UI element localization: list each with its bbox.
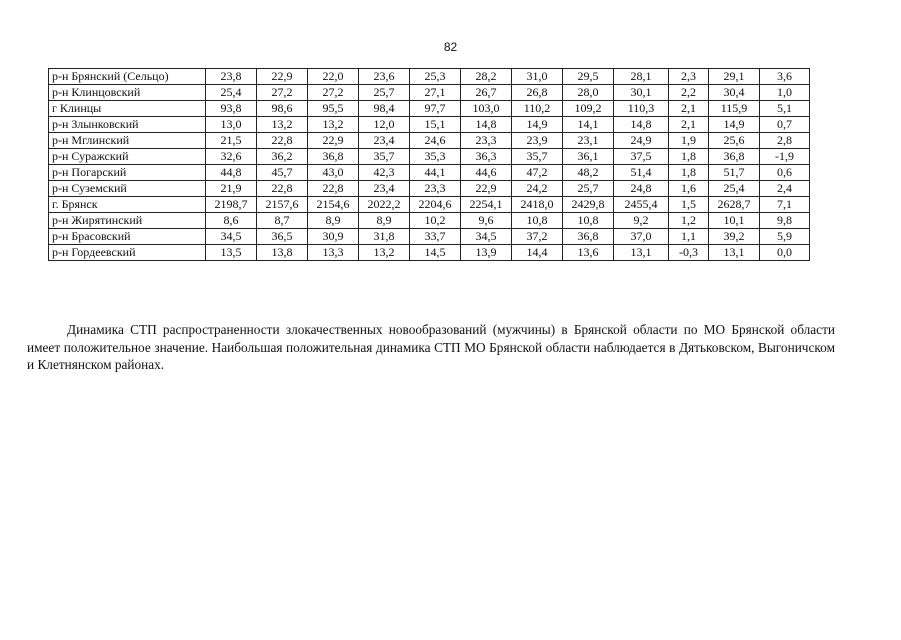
- value-cell: 13,1: [614, 245, 669, 261]
- value-cell: 24,2: [512, 181, 563, 197]
- value-cell: 1,9: [669, 133, 709, 149]
- value-cell: 25,4: [709, 181, 760, 197]
- table-row: [49, 181, 810, 197]
- district-name-cell: г Клинцы: [49, 101, 206, 117]
- value-cell: 9,8: [760, 213, 810, 229]
- district-name-cell: р-н Гордеевский: [49, 245, 206, 261]
- value-cell: 25,7: [359, 85, 410, 101]
- value-cell: 14,8: [461, 117, 512, 133]
- value-cell: 31,8: [359, 229, 410, 245]
- value-cell: 33,7: [410, 229, 461, 245]
- value-cell: 13,9: [461, 245, 512, 261]
- value-cell: 1,8: [669, 165, 709, 181]
- value-cell: 2,3: [669, 69, 709, 85]
- value-cell: 14,8: [614, 117, 669, 133]
- value-cell: 2157,6: [257, 197, 308, 213]
- value-cell: 51,7: [709, 165, 760, 181]
- value-cell: 1,2: [669, 213, 709, 229]
- value-cell: 1,0: [760, 85, 810, 101]
- value-cell: 21,9: [206, 181, 257, 197]
- value-cell: 7,1: [760, 197, 810, 213]
- value-cell: 36,8: [308, 149, 359, 165]
- value-cell: 30,4: [709, 85, 760, 101]
- value-cell: 27,2: [308, 85, 359, 101]
- value-cell: 29,1: [709, 69, 760, 85]
- value-cell: 93,8: [206, 101, 257, 117]
- value-cell: 115,9: [709, 101, 760, 117]
- value-cell: 14,1: [563, 117, 614, 133]
- value-cell: 109,2: [563, 101, 614, 117]
- value-cell: 36,8: [709, 149, 760, 165]
- table-row: [49, 245, 810, 261]
- value-cell: 22,8: [257, 133, 308, 149]
- value-cell: 44,1: [410, 165, 461, 181]
- value-cell: 2418,0: [512, 197, 563, 213]
- value-cell: 27,2: [257, 85, 308, 101]
- value-cell: 0,0: [760, 245, 810, 261]
- value-cell: 13,0: [206, 117, 257, 133]
- value-cell: 97,7: [410, 101, 461, 117]
- value-cell: 14,5: [410, 245, 461, 261]
- value-cell: 23,8: [206, 69, 257, 85]
- value-cell: 28,2: [461, 69, 512, 85]
- value-cell: 34,5: [206, 229, 257, 245]
- value-cell: 1,8: [669, 149, 709, 165]
- value-cell: 28,1: [614, 69, 669, 85]
- value-cell: 12,0: [359, 117, 410, 133]
- value-cell: 2,1: [669, 101, 709, 117]
- value-cell: 2022,2: [359, 197, 410, 213]
- district-name-cell: р-н Суземский: [49, 181, 206, 197]
- value-cell: 22,9: [308, 133, 359, 149]
- value-cell: 14,9: [709, 117, 760, 133]
- value-cell: 8,9: [308, 213, 359, 229]
- value-cell: 1,5: [669, 197, 709, 213]
- value-cell: 30,9: [308, 229, 359, 245]
- value-cell: 13,2: [257, 117, 308, 133]
- value-cell: 2,8: [760, 133, 810, 149]
- value-cell: 1,6: [669, 181, 709, 197]
- value-cell: 8,6: [206, 213, 257, 229]
- value-cell: 23,3: [410, 181, 461, 197]
- value-cell: 13,2: [359, 245, 410, 261]
- value-cell: 95,5: [308, 101, 359, 117]
- value-cell: 45,7: [257, 165, 308, 181]
- statistics-table: [48, 68, 810, 261]
- value-cell: 51,4: [614, 165, 669, 181]
- value-cell: 35,7: [512, 149, 563, 165]
- value-cell: 0,7: [760, 117, 810, 133]
- value-cell: 36,5: [257, 229, 308, 245]
- district-name-cell: р-н Клинцовский: [49, 85, 206, 101]
- value-cell: -0,3: [669, 245, 709, 261]
- summary-paragraph: Динамика СТП распространенности злокачественных новообразований (мужчины) в Брянской области по МО Брянской области имеет положительное значение. Наибольшая положительная динамика СТП МО Брянской области наблюдается в Дятьковском, Выгоничском и Клетнянском районах.: [27, 322, 835, 372]
- table-row: [49, 117, 810, 133]
- value-cell: 23,4: [359, 181, 410, 197]
- value-cell: 26,7: [461, 85, 512, 101]
- value-cell: 10,2: [410, 213, 461, 229]
- table-row: [49, 85, 810, 101]
- table-row: [49, 197, 810, 213]
- value-cell: 1,1: [669, 229, 709, 245]
- value-cell: 13,8: [257, 245, 308, 261]
- value-cell: 8,7: [257, 213, 308, 229]
- value-cell: 2154,6: [308, 197, 359, 213]
- value-cell: 25,3: [410, 69, 461, 85]
- table-row: [49, 213, 810, 229]
- district-name-cell: р-н Брянский (Сельцо): [49, 69, 206, 85]
- table-row: [49, 101, 810, 117]
- page-number: 82: [443, 40, 458, 54]
- value-cell: 103,0: [461, 101, 512, 117]
- value-cell: 13,2: [308, 117, 359, 133]
- value-cell: 2198,7: [206, 197, 257, 213]
- value-cell: 13,3: [308, 245, 359, 261]
- value-cell: 110,2: [512, 101, 563, 117]
- district-name-cell: р-н Мглинский: [49, 133, 206, 149]
- value-cell: 25,4: [206, 85, 257, 101]
- value-cell: 24,8: [614, 181, 669, 197]
- value-cell: 36,2: [257, 149, 308, 165]
- value-cell: 2,1: [669, 117, 709, 133]
- value-cell: 23,3: [461, 133, 512, 149]
- value-cell: 3,6: [760, 69, 810, 85]
- district-name-cell: р-н Брасовский: [49, 229, 206, 245]
- value-cell: 2429,8: [563, 197, 614, 213]
- value-cell: 2628,7: [709, 197, 760, 213]
- district-name-cell: р-н Жирятинский: [49, 213, 206, 229]
- value-cell: 98,6: [257, 101, 308, 117]
- value-cell: 0,6: [760, 165, 810, 181]
- value-cell: 24,6: [410, 133, 461, 149]
- value-cell: 37,2: [512, 229, 563, 245]
- table-body: [49, 69, 810, 261]
- value-cell: 24,9: [614, 133, 669, 149]
- value-cell: 31,0: [512, 69, 563, 85]
- value-cell: 2,4: [760, 181, 810, 197]
- value-cell: 98,4: [359, 101, 410, 117]
- value-cell: 23,1: [563, 133, 614, 149]
- district-name-cell: р-н Суражский: [49, 149, 206, 165]
- value-cell: 26,8: [512, 85, 563, 101]
- value-cell: 9,2: [614, 213, 669, 229]
- value-cell: 2204,6: [410, 197, 461, 213]
- table-row: [49, 133, 810, 149]
- value-cell: 2,2: [669, 85, 709, 101]
- value-cell: 36,1: [563, 149, 614, 165]
- value-cell: 48,2: [563, 165, 614, 181]
- value-cell: 8,9: [359, 213, 410, 229]
- district-name-cell: р-н Погарский: [49, 165, 206, 181]
- value-cell: 22,9: [461, 181, 512, 197]
- value-cell: 13,1: [709, 245, 760, 261]
- value-cell: 22,8: [308, 181, 359, 197]
- value-cell: 35,7: [359, 149, 410, 165]
- value-cell: 29,5: [563, 69, 614, 85]
- table-row: [49, 229, 810, 245]
- value-cell: 14,9: [512, 117, 563, 133]
- value-cell: 36,3: [461, 149, 512, 165]
- value-cell: 37,5: [614, 149, 669, 165]
- district-name-cell: г. Брянск: [49, 197, 206, 213]
- value-cell: 5,1: [760, 101, 810, 117]
- value-cell: 35,3: [410, 149, 461, 165]
- value-cell: 44,8: [206, 165, 257, 181]
- value-cell: 42,3: [359, 165, 410, 181]
- value-cell: 44,6: [461, 165, 512, 181]
- value-cell: 10,8: [563, 213, 614, 229]
- value-cell: 10,1: [709, 213, 760, 229]
- value-cell: 25,6: [709, 133, 760, 149]
- value-cell: 110,3: [614, 101, 669, 117]
- value-cell: 14,4: [512, 245, 563, 261]
- district-name-cell: р-н Злынковский: [49, 117, 206, 133]
- value-cell: 28,0: [563, 85, 614, 101]
- value-cell: 23,6: [359, 69, 410, 85]
- value-cell: 25,7: [563, 181, 614, 197]
- value-cell: 22,8: [257, 181, 308, 197]
- value-cell: 47,2: [512, 165, 563, 181]
- value-cell: 34,5: [461, 229, 512, 245]
- value-cell: 9,6: [461, 213, 512, 229]
- value-cell: 15,1: [410, 117, 461, 133]
- value-cell: 23,9: [512, 133, 563, 149]
- value-cell: 36,8: [563, 229, 614, 245]
- value-cell: 13,6: [563, 245, 614, 261]
- value-cell: 39,2: [709, 229, 760, 245]
- value-cell: 2254,1: [461, 197, 512, 213]
- value-cell: 43,0: [308, 165, 359, 181]
- value-cell: 22,9: [257, 69, 308, 85]
- value-cell: 23,4: [359, 133, 410, 149]
- value-cell: 2455,4: [614, 197, 669, 213]
- value-cell: 37,0: [614, 229, 669, 245]
- value-cell: 32,6: [206, 149, 257, 165]
- value-cell: 5,9: [760, 229, 810, 245]
- table-row: [49, 149, 810, 165]
- value-cell: 27,1: [410, 85, 461, 101]
- value-cell: 21,5: [206, 133, 257, 149]
- value-cell: 30,1: [614, 85, 669, 101]
- table-row: [49, 165, 810, 181]
- value-cell: 13,5: [206, 245, 257, 261]
- value-cell: -1,9: [760, 149, 810, 165]
- value-cell: 10,8: [512, 213, 563, 229]
- value-cell: 22,0: [308, 69, 359, 85]
- table-row: [49, 69, 810, 85]
